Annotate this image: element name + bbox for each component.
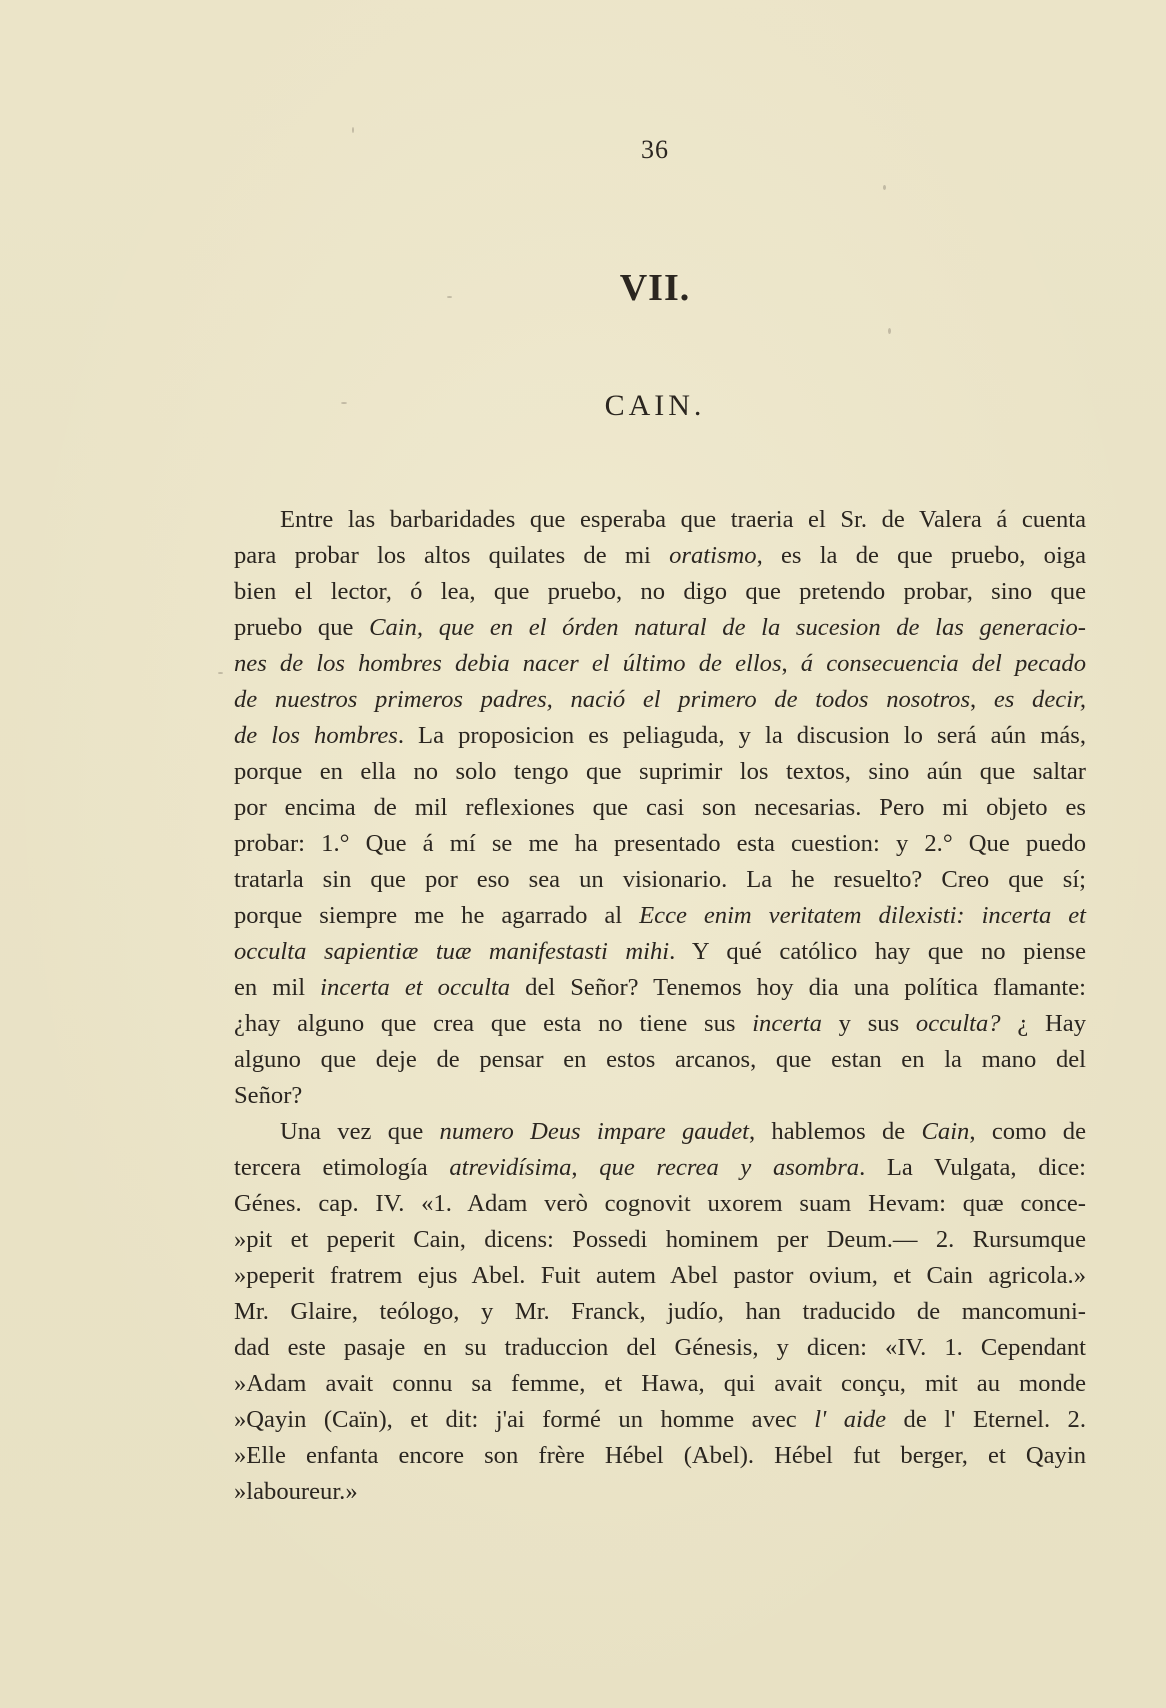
text-run: probar: 1.° Que á mí se me ha presentado esta cuestion: y 2.° Que puedo: [234, 830, 1086, 857]
section-number: VII.: [619, 267, 691, 309]
paper-speck: [352, 127, 354, 133]
text-run: . La proposicion es peliaguda, y la discusion lo será aún más,: [397, 722, 1086, 749]
text-line: [234, 1330, 1086, 1366]
text-run: , hablemos de: [748, 1118, 922, 1145]
text-run: y sus: [821, 1010, 916, 1037]
text-line: [234, 1474, 1086, 1510]
text-run: ¿ Hay: [1000, 1010, 1087, 1037]
text-run: en mil: [234, 974, 321, 1001]
text-run: tratarla sin que por eso sea un visionario. La he resuelto? Creo que sí;: [234, 866, 1086, 893]
text-line: [234, 502, 1086, 538]
text-run: . La Vulgata, dice:: [859, 1154, 1087, 1181]
text-line: [234, 718, 1086, 754]
text-run: ,: [781, 650, 801, 677]
text-line: [234, 862, 1086, 898]
text-run: porque en ella no solo tengo que suprimir los textos, sino aún que saltar: [234, 758, 1086, 785]
text-run: de l' Eternel. 2.: [886, 1406, 1087, 1433]
paper-speck: [888, 328, 891, 334]
text-run: Una vez que: [280, 1118, 440, 1145]
text-line: [234, 1294, 1086, 1330]
text-line: [234, 826, 1086, 862]
paper-speck: [883, 185, 886, 190]
text-run: »Adam avait connu sa femme, et Hawa, qui avait conçu, mit au monde: [234, 1370, 1086, 1397]
text-line: [234, 1186, 1086, 1222]
page-number: 36: [641, 135, 669, 164]
text-run: por encima de mil reflexiones que casi son necesarias. Pero mi objeto es: [234, 794, 1086, 821]
italic-text: numero Deus impare gaudet: [439, 1118, 749, 1145]
text-line: [234, 790, 1086, 826]
text-run: . Y qué católico hay que no piense: [669, 938, 1086, 965]
italic-text: Cain, que en el órden natural de la sucesion de las generacio-: [369, 614, 1086, 641]
text-run: ,: [970, 686, 994, 713]
text-line: [234, 682, 1086, 718]
italic-text: de los hombres: [234, 722, 398, 749]
italic-text: occulta sapientiæ tuæ manifestasti mihi: [234, 938, 670, 965]
paper-speck: [341, 402, 347, 404]
italic-text: occulta?: [915, 1010, 1001, 1037]
italic-text: que recrea y asombra: [599, 1154, 860, 1181]
text-line: [234, 754, 1086, 790]
text-line: [234, 934, 1086, 970]
text-run: Señor?: [234, 1082, 303, 1109]
italic-text: incerta: [752, 1010, 822, 1037]
text-line: [234, 1402, 1086, 1438]
text-run: dad este pasaje en su traduccion del Génesis, y dicen: «IV. 1. Cependant: [234, 1334, 1086, 1361]
text-run: para probar los altos quilates de mi: [234, 542, 670, 569]
text-run: »peperit fratrem ejus Abel. Fuit autem Abel pastor ovium, et Cain agricola.»: [234, 1262, 1086, 1289]
text-run: tercera etimología: [234, 1154, 450, 1181]
text-run: »laboureur.»: [234, 1478, 358, 1505]
section-title: CAIN.: [604, 389, 706, 422]
italic-text: atrevidísima: [449, 1154, 572, 1181]
text-line: [234, 1258, 1086, 1294]
body-text: [234, 502, 1086, 1510]
italic-text: l' aide: [814, 1406, 887, 1433]
italic-text: es decir,: [993, 686, 1087, 713]
text-run: Mr. Glaire, teólogo, y Mr. Franck, judío, han traducido de mancomuni-: [234, 1298, 1086, 1325]
paper-speck: [447, 296, 452, 298]
text-line: [234, 1150, 1086, 1186]
text-line: [234, 574, 1086, 610]
italic-text: nes de los hombres debia nacer el último de ellos: [234, 650, 782, 677]
italic-text: Cain: [921, 1118, 970, 1145]
text-line: [234, 1078, 1086, 1114]
italic-text: Ecce enim veritatem dilexisti: incerta et: [639, 902, 1086, 929]
text-line: [234, 1006, 1086, 1042]
text-run: »pit et peperit Cain, dicens: Possedi hominem per Deum.— 2. Rursumque: [234, 1226, 1086, 1253]
paper-speck: [218, 672, 223, 674]
text-run: , es la de que pruebo, oiga: [756, 542, 1086, 569]
text-run: porque siempre me he agarrado al: [234, 902, 640, 929]
text-line: [234, 1438, 1086, 1474]
text-line: [234, 1114, 1086, 1150]
italic-text: incerta et occulta: [320, 974, 511, 1001]
text-line: [234, 1042, 1086, 1078]
text-line: [234, 970, 1086, 1006]
text-line: [234, 646, 1086, 682]
italic-text: de nuestros primeros padres, nació el primero de todos nosotros: [234, 686, 971, 713]
text-run: Entre las barbaridades que esperaba que traeria el Sr. de Valera á cuenta: [280, 506, 1086, 533]
text-run: ,: [571, 1154, 600, 1181]
text-run: bien el lector, ó lea, que pruebo, no digo que pretendo probar, sino que: [234, 578, 1086, 605]
text-run: »Qayin (Caïn), et dit: j'ai formé un homme avec: [234, 1406, 815, 1433]
italic-text: oratismo: [669, 542, 757, 569]
text-run: Génes. cap. IV. «1. Adam verò cognovit uxorem suam Hevam: quæ conce-: [234, 1190, 1086, 1217]
text-line: [234, 1366, 1086, 1402]
text-run: alguno que deje de pensar en estos arcanos, que estan en la mano del: [234, 1046, 1086, 1073]
text-run: ¿hay alguno que crea que esta no tiene sus: [234, 1010, 753, 1037]
text-run: pruebo que: [234, 614, 370, 641]
text-line: [234, 538, 1086, 574]
text-run: del Señor? Tenemos hoy dia una política flamante:: [510, 974, 1086, 1001]
text-run: »Elle enfanta encore son frère Hébel (Abel). Hébel fut berger, et Qayin: [234, 1442, 1086, 1469]
italic-text: á consecuencia del pecado: [800, 650, 1086, 677]
text-line: [234, 1222, 1086, 1258]
text-line: [234, 898, 1086, 934]
text-line: [234, 610, 1086, 646]
text-run: , como de: [969, 1118, 1086, 1145]
